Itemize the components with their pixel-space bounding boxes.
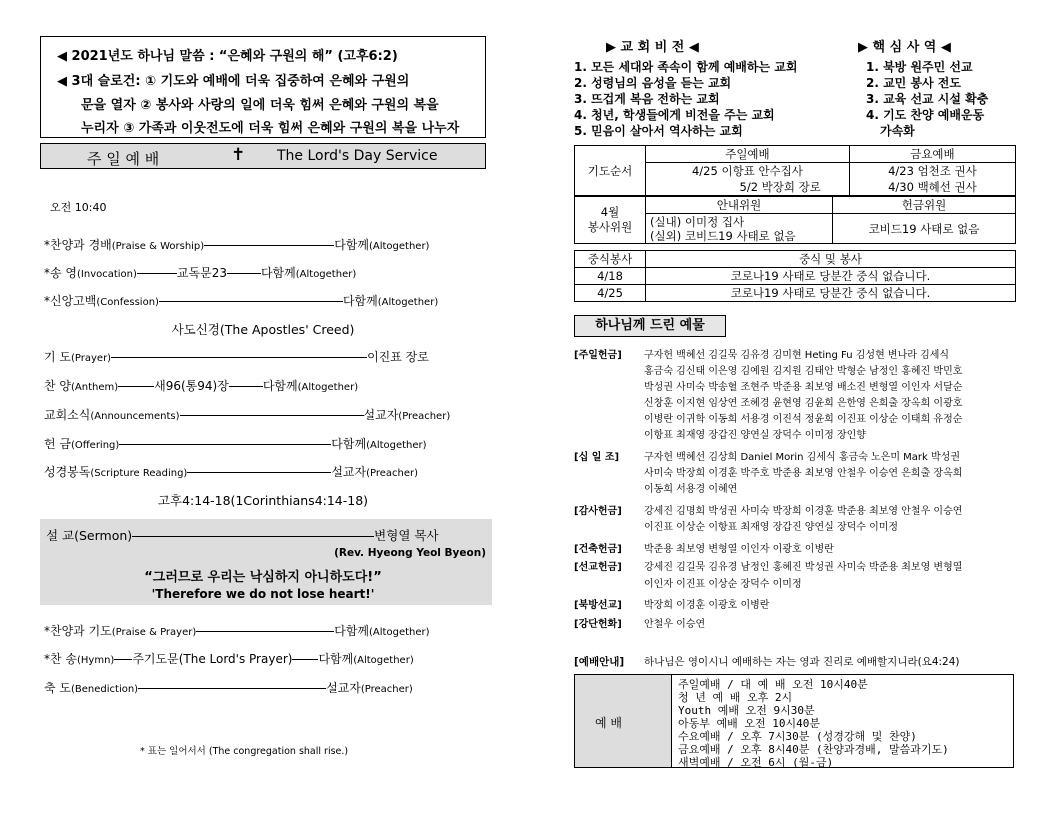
order-prayer: 기 도(Prayer) 이진표 장로 [44,350,429,364]
lunch-col-header: 중식 및 봉사 [646,251,1016,268]
schedule-line: Youth 예배 오전 9시30분 [678,704,815,717]
sunday-col-header: 주일예배 [646,146,850,163]
annual-verse: ◀ 2021년도 하나님 말씀 : “은혜와 구원의 해” (고후6:2) [57,49,398,64]
offering-sunday-line: 이항표 최재영 장갑진 양연실 장덕수 이미정 장인향 [644,430,866,441]
offering-sunday-line: 신창훈 이지현 임상연 조혜경 윤현영 김윤희 은한영 은희출 장옥희 이광호 [644,398,963,409]
offering-tithe-line: 이동희 서용경 이혜연 [644,484,738,495]
offering-sunday-line: 이병란 이귀학 이동희 서용경 이진석 정윤희 이진표 이상순 이태희 유정순 [644,414,963,425]
order-announcements: 교회소식(Announcements) 설교자(Preacher) [44,408,451,422]
vision-item-5: 5. 믿음이 살아서 역사하는 교회 [574,124,743,138]
offering-sunday: [주일헌금] [574,350,622,361]
worship-title-ko: 주 일 예 배 [87,150,160,168]
offerings-title: 하나님께 드린 예물 [574,315,726,337]
service-schedule-label-cell [574,674,672,768]
offering-members: 코비드19 사태로 없음 [833,214,1016,244]
offering-mission-line: 강세진 김길묵 김유경 남정인 홍혜진 박성권 사미숙 박준용 최보영 변형열 [644,562,963,573]
offering-tithe: [십 일 조] [574,452,620,463]
core-item-3: 3. 교육 선교 시설 확충 [866,92,989,106]
schedule-line: 아동부 예배 오전 10시40분 [678,717,820,730]
lunch-service-table [574,250,1016,302]
service-time: 오전 10:40 [50,201,107,214]
footnote: * 표는 일어서서 (The congregation shall rise.) [140,746,349,757]
offering-tithe-line: 사미숙 박장희 이경훈 박주호 박준용 최보영 안철우 이승연 은희출 장옥희 [644,468,963,479]
offering-altar-flowers: [강단헌화] [574,619,622,630]
order-invocation: *송 영(Invocation) 교독문23 다함께(Altogether) [44,266,357,280]
lunch-date-1: 4/18 [575,268,646,285]
offering-sunday-line: 홍금숙 김신태 이은영 김예원 김지원 김태안 박형순 남정인 홍혜진 박민호 [644,366,963,377]
sermon-title-ko: “그러므로 우리는 낙심하지 아니하도다!” [144,570,382,585]
offering-tithe-line: 구자헌 백혜선 김상희 Daniel Morin 김세식 홍금숙 노은미 Mark 박성권 [644,452,960,463]
core-item-2: 2. 교민 봉사 전도 [866,76,961,90]
vision-item-2: 2. 성령님의 음성을 듣는 교회 [574,76,732,90]
offering-thanks-line: 이진표 이상순 이항표 최재영 장갑진 양연실 장덕수 이미정 [644,522,899,533]
core-ministry-title: ▶ 핵 심 사 역 ◀ [858,40,951,55]
prayer-fri-1: 4/23 엄천조 권사 [849,163,1015,180]
order-scripture-reading: 성경봉독(Scripture Reading) 설교자(Preacher) [44,465,419,479]
prayer-fri-2: 4/30 백혜선 권사 [849,179,1015,196]
order-benediction: 축 도(Benediction) 설교자(Preacher) [44,681,413,695]
apostles-creed: 사도신경(The Apostles' Creed) [171,322,355,337]
church-vision-title: ▶ 교 회 비 전 ◀ [606,40,699,55]
order-anthem: 찬 양(Anthem) 새96(통94)장 다함께(Altogether) [44,379,359,393]
slogan-line-3: 누리자 ③ 가족과 이웃전도에 더욱 힘써 은혜와 구원의 복을 나누자 [81,121,460,136]
offering-north-mission-line: 박장희 이경훈 이광호 이병란 [644,600,770,611]
friday-col-header: 금요예배 [849,146,1015,163]
prayer-label: 기도순서 [575,146,646,196]
lunch-date-2: 4/25 [575,285,646,302]
core-item-4: 4. 기도 찬양 예배운동 [866,108,985,122]
guide-col-header: 안내위원 [646,197,833,214]
offering-north-mission: [북방선교] [574,600,622,611]
worship-header [40,143,486,169]
scripture-reference: 고후4:14-18(1Corinthians4:14-18) [157,493,369,508]
preacher-english: (Rev. Hyeong Yeol Byeon) [334,547,486,559]
offering-thanks-line: 강세진 김명희 박성권 사미숙 박장희 이경훈 박준용 최보영 안철우 이승연 [644,506,963,517]
worship-info-verse: 하나님은 영이시니 예배하는 자는 영과 진리로 예배할지니라(요4:24) [644,656,960,668]
sermon-title-en: 'Therefore we do not lose heart!' [151,587,375,601]
prayer-sun-2: 5/2 박장희 장로 [646,179,850,196]
schedule-line: 금요예배 / 오후 8시40분 (찬양과경배, 말씀과기도) [678,743,949,756]
guide-members: (실내) 이미정 집사 (실외) 코비드19 사태로 없음 [646,214,833,244]
service-committee-table [574,196,1016,244]
vision-item-3: 3. 뜨겁게 복음 전하는 교회 [574,92,720,106]
lunch-text-1: 코로나19 사태로 당분간 중식 없습니다. [646,268,1016,285]
offering-thanks: [감사헌금] [574,506,622,517]
slogan-line-2: 문을 열자 ② 봉사와 사랑의 일에 더욱 힘써 은혜와 구원의 복을 [81,98,439,113]
offering-sunday-line: 구자헌 백혜선 김길묵 김유경 김미현 Heting Fu 김성현 변나라 김세식 [644,350,950,361]
core-item-1: 1. 북방 원주민 선교 [866,60,973,74]
order-confession: *신앙고백(Confession) 다함께(Altogether) [44,294,439,308]
prayer-sun-1: 4/25 이항표 안수집사 [646,163,850,180]
offering-building-line: 박준용 최보영 변형열 이인자 이광호 이병란 [644,544,834,555]
annual-motto-box [40,36,486,138]
offering-altar-flowers-line: 안철우 이승연 [644,619,706,630]
schedule-line: 수요예배 / 오후 7시30분 (성경강해 및 찬양) [678,730,917,743]
offering-mission-line: 이인자 이진표 이상순 장덕수 이미정 [644,579,802,590]
core-item-4-cont: 가속화 [880,124,915,138]
vision-item-4: 4. 청년, 학생들에게 비전을 주는 교회 [574,108,775,122]
order-praise-worship: *찬양과 경배(Praise & Worship) 다함께(Altogether) [44,238,430,252]
lunch-label: 중식봉사 [575,251,646,268]
order-hymn: *찬 송(Hymn) 주기도문(The Lord's Prayer) 다함께(Altogether) [44,652,414,666]
schedule-line: 주일예배 / 대 예 배 오전 10시40분 [678,678,868,691]
prayer-schedule-table [574,145,1016,196]
schedule-line: 청 년 예 배 오후 2시 [678,691,793,704]
service-schedule-label: 예 배 [595,716,622,730]
order-offering: 헌 금(Offering) 다함께(Altogether) [44,437,427,451]
order-praise-prayer: *찬양과 기도(Praise & Prayer) 다함께(Altogether) [44,624,430,638]
offering-col-header: 헌금위원 [833,197,1016,214]
cross-icon: ✝ [231,145,246,165]
offering-sunday-line: 박성권 사미숙 박송혈 조현주 박준용 최보영 배소진 변형열 이인자 서달순 [644,382,963,393]
worship-title-en: The Lord's Day Service [277,148,438,164]
offering-building: [건축헌금] [574,544,622,555]
schedule-line: 새벽예배 / 오전 6시 (월-금) [678,756,834,769]
slogan-line-1: ◀ 3대 슬로건: ① 기도와 예배에 더욱 집중하여 은혜와 구원의 [57,74,410,89]
vision-item-1: 1. 모든 세대와 족속이 함께 예배하는 교회 [574,60,798,74]
order-sermon: 설 교(Sermon) 변형열 목사 [46,528,439,543]
worship-info: [예배안내] [574,656,625,668]
service-label: 4월 봉사위원 [575,197,646,244]
offering-mission: [선교헌금] [574,562,622,573]
lunch-text-2: 코로나19 사태로 당분간 중식 없습니다. [646,285,1016,302]
